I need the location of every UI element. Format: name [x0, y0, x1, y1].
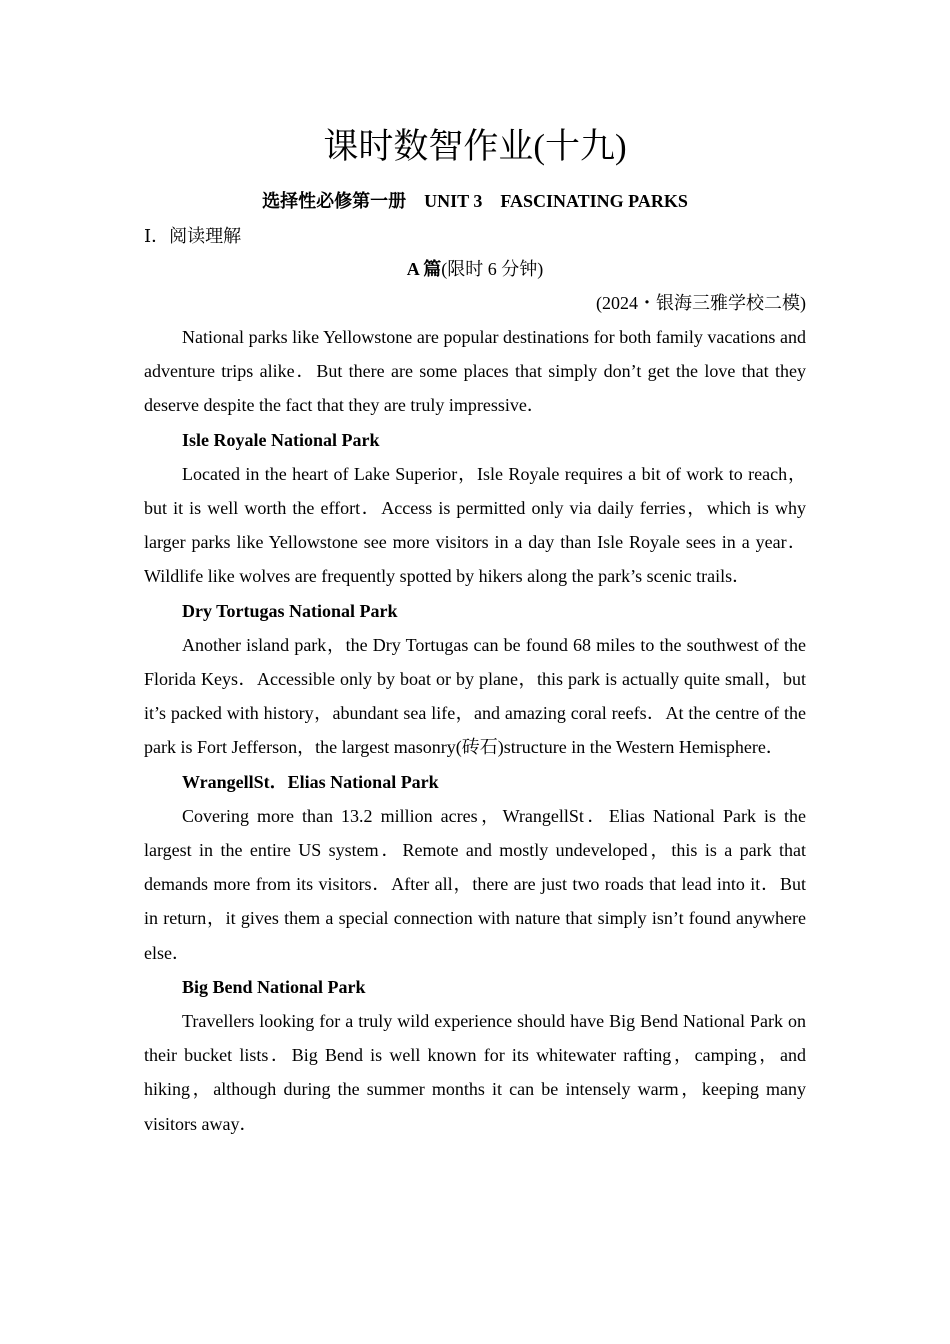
intro-paragraph: National parks like Yellowstone are popular destinations for both family vacations and adventure trips alike．But there are some places that simply don’t get the love that they deserve despite the fact that they are truly impressive．	[144, 327, 806, 416]
passage-label: A 篇	[406, 259, 442, 279]
park-heading: Big Bend National Park	[182, 976, 366, 997]
park-paragraph: Covering more than 13.2 million acres，WrangellSt．Elias National Park is the largest in the entire US system．Remote and mostly undeveloped，this is a park that demands more from its visitors．After all，there are just two roads that lead into it．But in return，it gives them a special connection with nature that simply isn’t found anywhere else．	[144, 805, 806, 963]
passage-source: (2024・银海三雅学校二模)	[596, 293, 806, 313]
passage-heading	[144, 256, 806, 282]
unit-subtitle: 选择性必修第一册 UNIT 3 FASCINATING PARKS	[262, 191, 688, 211]
passage-time-limit: (限时 6 分钟)	[441, 259, 544, 279]
section-heading: Ⅰ．阅读理解	[144, 226, 242, 246]
page-title: 课时数智作业(十九)	[323, 127, 627, 166]
park-paragraph: Located in the heart of Lake Superior，Isle Royale requires a bit of work to reach，but it is well worth the effort．Access is permitted only via daily ferries，which is why larger parks like Yellowstone see more visitors in a day than Isle Royale sees in a year．Wildlife like wolves are frequently spotted by hikers along the park’s scenic trails．	[144, 463, 806, 587]
park-heading: Dry Tortugas National Park	[182, 600, 398, 621]
park-paragraph: Travellers looking for a truly wild experience should have Big Bend National Park on their bucket lists．Big Bend is well known for its whitewater rafting，camping，and hiking，although during the summer months it can be intensely warm，keeping many visitors away．	[144, 1011, 806, 1134]
park-heading: Isle Royale National Park	[182, 429, 380, 450]
article-body	[144, 320, 806, 1141]
park-paragraph: Another island park，the Dry Tortugas can be found 68 miles to the southwest of the Florida Keys．Accessible only by boat or by plane，this park is actually quite small，but it’s packed with history，abundant sea life，and amazing coral reefs．At the centre of the park is Fort Jefferson，the largest masonry(砖石)structure in the Western Hemisphere．	[144, 634, 806, 758]
park-heading: WrangellSt．Elias National Park	[182, 771, 439, 792]
